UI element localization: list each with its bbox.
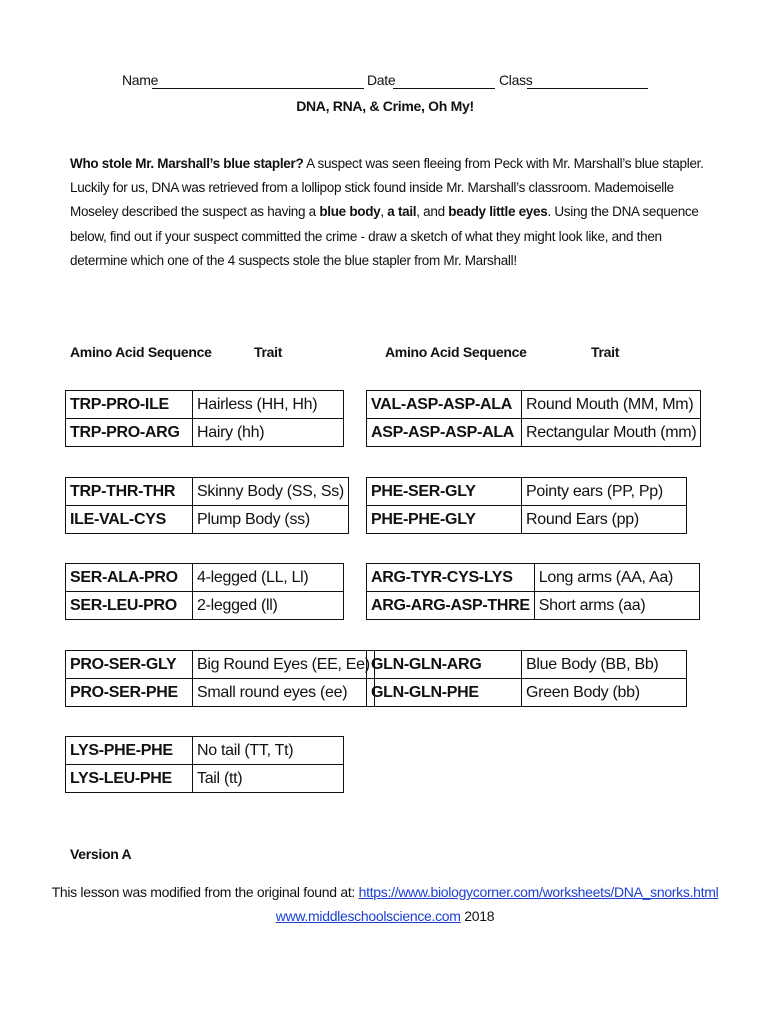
table-row (66, 478, 349, 506)
table-row (66, 765, 344, 793)
footer-site-line (0, 908, 770, 924)
trait-cell: Blue Body (BB, Bb) (522, 651, 687, 679)
sequence-cell: TRP-THR-THR (66, 478, 193, 506)
site-link[interactable]: www.middleschoolscience.com (275, 908, 461, 924)
sequence-cell: PHE-SER-GLY (367, 478, 522, 506)
table-row (66, 506, 349, 534)
trait-cell: Big Round Eyes (EE, Ee) (193, 651, 375, 679)
footer-source-line (0, 884, 770, 900)
name-field[interactable] (152, 88, 364, 89)
table-row (66, 737, 344, 765)
intro-text-1: A suspect was seen fleeing from Peck with Mr. Marshall’s blue stapler. Luckily for us, DNA was retrieved from a lollipop stick found inside Mr. Marshall’s classroom. Mademoiselle Moseley described the suspect as having a (70, 156, 704, 220)
sequence-cell: SER-ALA-PRO (66, 564, 193, 592)
date-field[interactable] (393, 88, 495, 89)
trait-cell: Pointy ears (PP, Pp) (522, 478, 687, 506)
table-row (66, 419, 344, 447)
trait-cell: Round Ears (pp) (522, 506, 687, 534)
left-trait-header: Trait (254, 344, 283, 360)
sequence-cell: ARG-TYR-CYS-LYS (367, 564, 535, 592)
trait-cell: Hairy (hh) (193, 419, 344, 447)
sequence-cell: GLN-GLN-ARG (367, 651, 522, 679)
name-label: Name (122, 72, 159, 88)
trait-table-arms (366, 563, 700, 620)
intro-question: Who stole Mr. Marshall’s blue stapler? (70, 156, 304, 171)
trait-cell: No tail (TT, Tt) (193, 737, 344, 765)
table-row (66, 651, 375, 679)
trait-cell: Hairless (HH, Hh) (193, 391, 344, 419)
page-title: DNA, RNA, & Crime, Oh My! (296, 98, 474, 114)
table-row (367, 592, 700, 620)
table-row (66, 391, 344, 419)
trait-cell: Long arms (AA, Aa) (534, 564, 699, 592)
intro-text-4: . Using the DNA sequence below, find out if your suspect committed the crime - draw a sketch of what they might look like, and then determine which one of the 4 suspects stole the blue stapler from Mr. Marshall! (70, 204, 699, 268)
trait-cell: Rectangular Mouth (mm) (522, 419, 701, 447)
trait-cell: Tail (tt) (193, 765, 344, 793)
trait-table-body (65, 477, 349, 534)
table-row (66, 564, 344, 592)
sequence-cell: SER-LEU-PRO (66, 592, 193, 620)
source-link[interactable]: https://www.biologycorner.com/worksheets/DNA_snorks.html (358, 884, 719, 900)
intro-paragraph (70, 152, 708, 273)
sequence-cell: PRO-SER-PHE (66, 679, 193, 707)
trait-cell: Skinny Body (SS, Ss) (193, 478, 349, 506)
intro-text-2: , (380, 204, 388, 220)
sequence-cell: GLN-GLN-PHE (367, 679, 522, 707)
trait-cell: 4-legged (LL, Ll) (193, 564, 344, 592)
trait-cell: Green Body (bb) (522, 679, 687, 707)
table-row (367, 419, 701, 447)
table-row (66, 592, 344, 620)
right-seq-header: Amino Acid Sequence (385, 344, 527, 360)
sequence-cell: TRP-PRO-ARG (66, 419, 193, 447)
footer-source-text: This lesson was modified from the original found at: (51, 884, 359, 900)
class-field[interactable] (527, 88, 648, 89)
trait-table-mouth (366, 390, 701, 447)
sequence-cell: PHE-PHE-GLY (367, 506, 522, 534)
sequence-cell: ILE-VAL-CYS (66, 506, 193, 534)
trait-table-legs (65, 563, 344, 620)
sequence-cell: TRP-PRO-ILE (66, 391, 193, 419)
footer-year: 2018 (460, 908, 495, 924)
intro-bold-blue-body: blue body (319, 204, 381, 220)
trait-cell: 2-legged (ll) (193, 592, 344, 620)
table-row (66, 679, 375, 707)
trait-table-eyes (65, 650, 375, 707)
table-row (367, 391, 701, 419)
trait-cell: Small round eyes (ee) (193, 679, 375, 707)
left-seq-header: Amino Acid Sequence (70, 344, 212, 360)
trait-cell: Short arms (aa) (534, 592, 699, 620)
trait-table-tail (65, 736, 344, 793)
sequence-cell: ASP-ASP-ASP-ALA (367, 419, 522, 447)
sequence-cell: LYS-PHE-PHE (66, 737, 193, 765)
table-row (367, 478, 687, 506)
version-label: Version A (70, 846, 132, 862)
trait-table-hair (65, 390, 344, 447)
sequence-cell: VAL-ASP-ASP-ALA (367, 391, 522, 419)
sequence-cell: PRO-SER-GLY (66, 651, 193, 679)
right-trait-header: Trait (591, 344, 620, 360)
trait-cell: Round Mouth (MM, Mm) (522, 391, 701, 419)
intro-bold-tail: a tail (387, 204, 417, 220)
intro-bold-eyes: beady little eyes (448, 204, 548, 220)
trait-table-body-color (366, 650, 687, 707)
trait-cell: Plump Body (ss) (193, 506, 349, 534)
class-label: Class (499, 72, 533, 88)
table-row (367, 651, 687, 679)
trait-table-ears (366, 477, 687, 534)
table-row (367, 564, 700, 592)
table-row (367, 679, 687, 707)
intro-text-3: , and (416, 204, 449, 220)
table-row (367, 506, 687, 534)
date-label: Date (367, 72, 396, 88)
sequence-cell: LYS-LEU-PHE (66, 765, 193, 793)
sequence-cell: ARG-ARG-ASP-THRE (367, 592, 535, 620)
